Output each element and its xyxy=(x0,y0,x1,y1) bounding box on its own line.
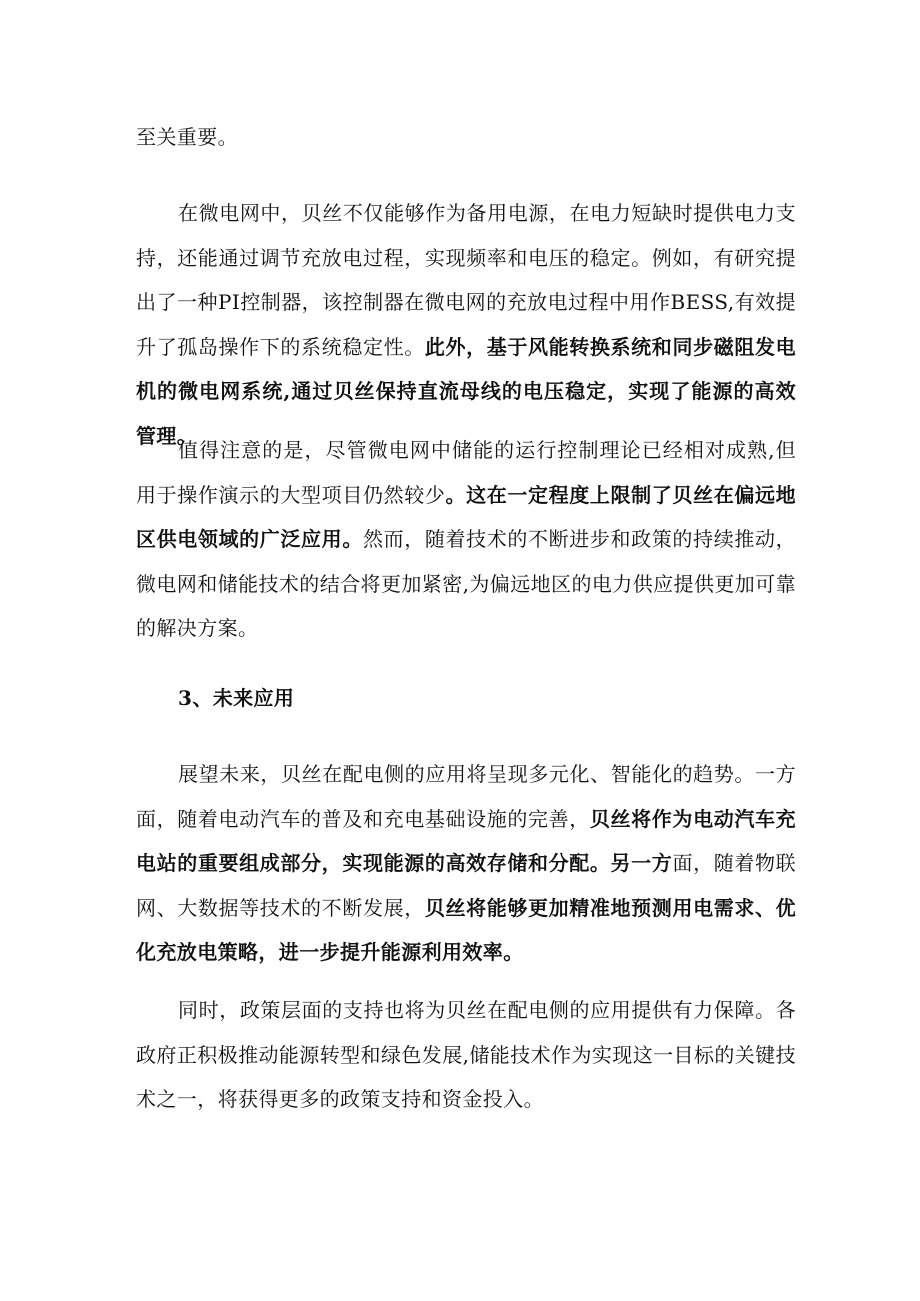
paragraph-continuation xyxy=(136,115,796,160)
paragraph-bold-text: 贝丝将作为电动汽车充电站的重要组成部分，实现能源的高效存储和分配。另一方 xyxy=(136,806,796,875)
paragraph-bold-text: 。这在一定程度上限制了贝丝在偏远地区供电领域的广泛应用。 xyxy=(136,482,796,551)
paragraph-text: 值得注意的是，尽管微电网中储能的运行控制理论已经相对成熟,但用于操作演示的大型项目仍然较少 xyxy=(136,438,796,507)
paragraph-text: 然而，随着技术的不断进步和政策的持续推动，微电网和储能技术的结合将更加紧密,为偏远地区的电力供应提供更加可靠的解决方案。 xyxy=(136,527,796,640)
paragraph-text: 至关重要。 xyxy=(136,125,238,149)
paragraph-text: 面，随着物联网、大数据等技术的不断发展， xyxy=(136,851,796,920)
paragraph-bold-text: 贝丝将能够更加精准地预测用电需求、优化充放电策略，进一步提升能源利用效率。 xyxy=(136,895,797,964)
paragraph-text: 同时，政策层面的支持也将为贝丝在配电侧的应用提供有力保障。各政府正积极推动能源转型和绿色发展,储能技术作为实现这一目标的关键技术之一，将获得更多的政策支持和资金投入。 xyxy=(136,998,796,1111)
paragraph-note xyxy=(136,428,796,651)
paragraph-text: 在微电网中，贝丝不仅能够作为备用电源，在电力短缺时提供电力支持，还能通过调节充放电过程，实现频率和电压的稳定。例如，有研究提出了一种PI控制器，该控制器在微电网的充放电过程中用作BESS,有效提升了孤岛操作下的系统稳定性。 xyxy=(136,201,796,359)
section-heading: 3、未来应用 xyxy=(178,686,295,710)
paragraph-bold-text: 此外，基于风能转换系统和同步磁阻发电机的微电网系统,通过贝丝保持直流母线的电压稳定，实现了能源的高效管理。 xyxy=(136,334,797,448)
paragraph-text: 展望未来，贝丝在配电侧的应用将呈现多元化、智能化的趋势。一方面，随着电动汽车的普及和充电基础设施的完善， xyxy=(136,762,796,831)
paragraph-future xyxy=(136,752,796,975)
paragraph-policy xyxy=(136,988,796,1122)
paragraph-microgrid xyxy=(136,191,796,458)
